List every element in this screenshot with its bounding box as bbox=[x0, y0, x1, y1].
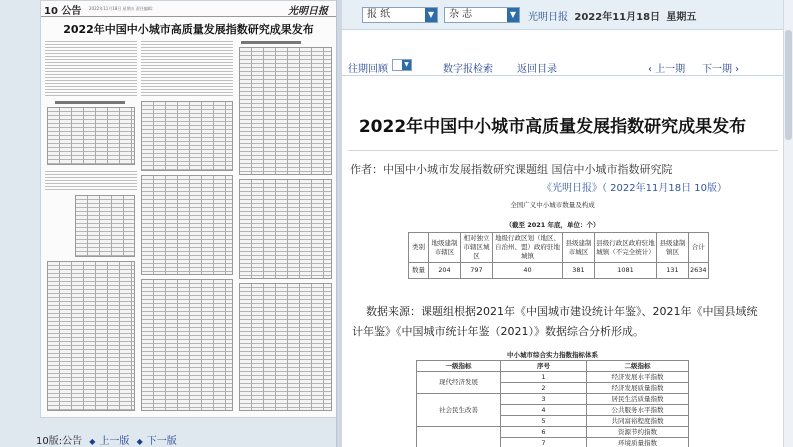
title-divider bbox=[348, 150, 778, 151]
table-cell bbox=[417, 427, 501, 447]
table-cell: 40 bbox=[493, 263, 563, 279]
table-row bbox=[409, 263, 709, 279]
paper-meta: 2022年11月18日 星期五 责任编辑： bbox=[89, 6, 156, 11]
table-cell: 居民生活质量指数 bbox=[587, 394, 689, 405]
table-thumbnail bbox=[239, 179, 332, 279]
text-column bbox=[141, 39, 233, 97]
current-page-label: 10版:公告 bbox=[36, 436, 83, 447]
prev-page-link[interactable]: 上一版 bbox=[99, 436, 130, 447]
magazine-select[interactable] bbox=[444, 7, 520, 23]
table-cell: 4 bbox=[501, 405, 587, 416]
article-panel bbox=[342, 0, 793, 447]
table-thumbnail bbox=[239, 47, 332, 175]
vertical-scrollbar[interactable] bbox=[783, 0, 793, 447]
table-header-cell: 地级行政区划（地区、自治州、盟）政府驻地城镇 bbox=[493, 233, 563, 263]
table-header-cell: 合计 bbox=[689, 233, 709, 263]
table-cell: 1081 bbox=[595, 263, 657, 279]
table-cell: 2 bbox=[501, 383, 587, 394]
table-cell: 资源节约指数 bbox=[587, 427, 689, 438]
table1-caption: 全国广义中小城市数量及构成 bbox=[510, 201, 595, 209]
table-cell: 2634 bbox=[689, 263, 709, 279]
issue-weekday: 星期五 bbox=[666, 12, 697, 23]
table-thumbnail bbox=[75, 195, 135, 257]
scrollbar-thumb[interactable] bbox=[785, 30, 792, 140]
prev-page-arrow-icon: ◆ bbox=[89, 437, 96, 446]
article-title: 2022年中国中小城市高质量发展指数研究成果发布 bbox=[358, 117, 747, 137]
table-caption bbox=[55, 101, 125, 104]
table-cell: 3 bbox=[501, 394, 587, 405]
newspaper-page-image[interactable] bbox=[40, 0, 337, 418]
magazine-select-value: 杂 志 bbox=[449, 9, 473, 20]
paper-page-number: 10 公告 bbox=[44, 6, 82, 17]
text-column bbox=[45, 169, 137, 191]
table2-caption: 中小城市综合实力指数指标体系 bbox=[507, 351, 598, 359]
table-cell: 数量 bbox=[409, 263, 429, 279]
table-cell: 5 bbox=[501, 416, 587, 427]
table-header-cell: 相对独立市辖区城区 bbox=[461, 233, 493, 263]
table-header-cell: 序号 bbox=[501, 361, 587, 372]
table-thumbnail bbox=[141, 279, 233, 411]
article-source[interactable]: 《光明日报》（ 2022年11月18日 10版） bbox=[542, 183, 727, 194]
next-issue-link[interactable]: 下一期 › bbox=[702, 64, 740, 75]
table-header-cell: 二级指标 bbox=[587, 361, 689, 372]
table-thumbnail bbox=[141, 175, 233, 275]
chevron-down-icon: ▼ bbox=[507, 8, 519, 22]
table-header-cell: 县级行政区政府驻地城镇（不完全统计） bbox=[595, 233, 657, 263]
table-cell: 204 bbox=[429, 263, 461, 279]
table-thumbnail bbox=[47, 261, 135, 411]
table-header-row bbox=[417, 361, 689, 372]
chevron-down-icon: ▼ bbox=[425, 8, 437, 22]
table-header-cell: 县级建制镇区 bbox=[657, 233, 689, 263]
next-issue-label: 下一期 bbox=[702, 64, 732, 75]
chevron-down-icon: ▼ bbox=[402, 60, 411, 70]
table-row bbox=[417, 427, 689, 438]
paper-header bbox=[41, 1, 336, 17]
table-header-cell: 县级建制市城区 bbox=[563, 233, 595, 263]
paper-headline: 2022年中国中小城市高质量发展指数研究成果发布 bbox=[63, 23, 314, 36]
newspaper-select-value: 报 纸 bbox=[367, 9, 391, 20]
article-paragraph: 数据来源：课题组根据2021年《中国城市建设统计年鉴》、2021年《中国县域统计年鉴》《中国城市统计年鉴（2021）》数据综合分析形成。 bbox=[352, 305, 758, 338]
paper-body-thumbnail bbox=[45, 39, 332, 413]
issue-nav-bar bbox=[342, 54, 793, 76]
next-page-link[interactable]: 下一版 bbox=[146, 436, 177, 447]
page-preview-panel bbox=[0, 0, 340, 447]
issue-date-line bbox=[528, 8, 696, 23]
prev-issue-label: 上一期 bbox=[655, 64, 686, 75]
top-toolbar bbox=[342, 0, 793, 30]
table-row bbox=[417, 394, 689, 405]
table-cell: 6 bbox=[501, 427, 587, 438]
paper-name: 光明日报 bbox=[528, 12, 568, 23]
table-cell: 经济发展水平指数 bbox=[587, 372, 689, 383]
table-cell: 现代经济发展 bbox=[417, 372, 501, 394]
paper-masthead-logo: 光明日报 bbox=[288, 6, 328, 17]
city-count-table bbox=[408, 232, 709, 279]
text-column bbox=[45, 39, 137, 97]
next-page-arrow-icon: ◆ bbox=[136, 437, 143, 446]
table-header-cell: 地级建制市辖区 bbox=[429, 233, 461, 263]
newspaper-select[interactable] bbox=[362, 7, 438, 23]
search-link[interactable]: 数字报检索 bbox=[443, 64, 493, 75]
issue-date: 2022年11月18日 bbox=[574, 12, 661, 23]
table-thumbnail bbox=[47, 107, 135, 165]
page-footer-nav bbox=[36, 432, 336, 447]
indicator-system-table bbox=[416, 360, 689, 447]
table-cell: 131 bbox=[657, 263, 689, 279]
table-cell: 经济发展质量指数 bbox=[587, 383, 689, 394]
table-cell: 381 bbox=[563, 263, 595, 279]
table-thumbnail bbox=[239, 283, 332, 411]
table-header-cell: 类别 bbox=[409, 233, 429, 263]
article-author: 作者：中国中小城市发展指数研究课题组 国信中小城市指数研究院 bbox=[350, 163, 673, 176]
table-cell: 797 bbox=[461, 263, 493, 279]
table-cell: 社会民生改善 bbox=[417, 394, 501, 427]
table-cell: 1 bbox=[501, 372, 587, 383]
history-link[interactable]: 往期回顾 bbox=[348, 64, 388, 75]
table1-subcaption: （截至 2021 年底，单位：个） bbox=[505, 221, 600, 229]
table-header-cell: 一级指标 bbox=[417, 361, 501, 372]
prev-issue-link[interactable]: ‹ 上一期 bbox=[648, 64, 686, 75]
back-to-index-link[interactable]: 返回目录 bbox=[517, 64, 557, 75]
table-cell: 环境质量指数 bbox=[587, 438, 689, 447]
table-caption bbox=[241, 41, 301, 44]
table-cell: 公共服务水平指数 bbox=[587, 405, 689, 416]
history-date-select[interactable] bbox=[392, 59, 412, 71]
table-row bbox=[417, 372, 689, 383]
table-cell: 共同富裕程度指数 bbox=[587, 416, 689, 427]
table-cell: 7 bbox=[501, 438, 587, 447]
table-thumbnail bbox=[141, 101, 233, 171]
table-header-row bbox=[409, 233, 709, 263]
